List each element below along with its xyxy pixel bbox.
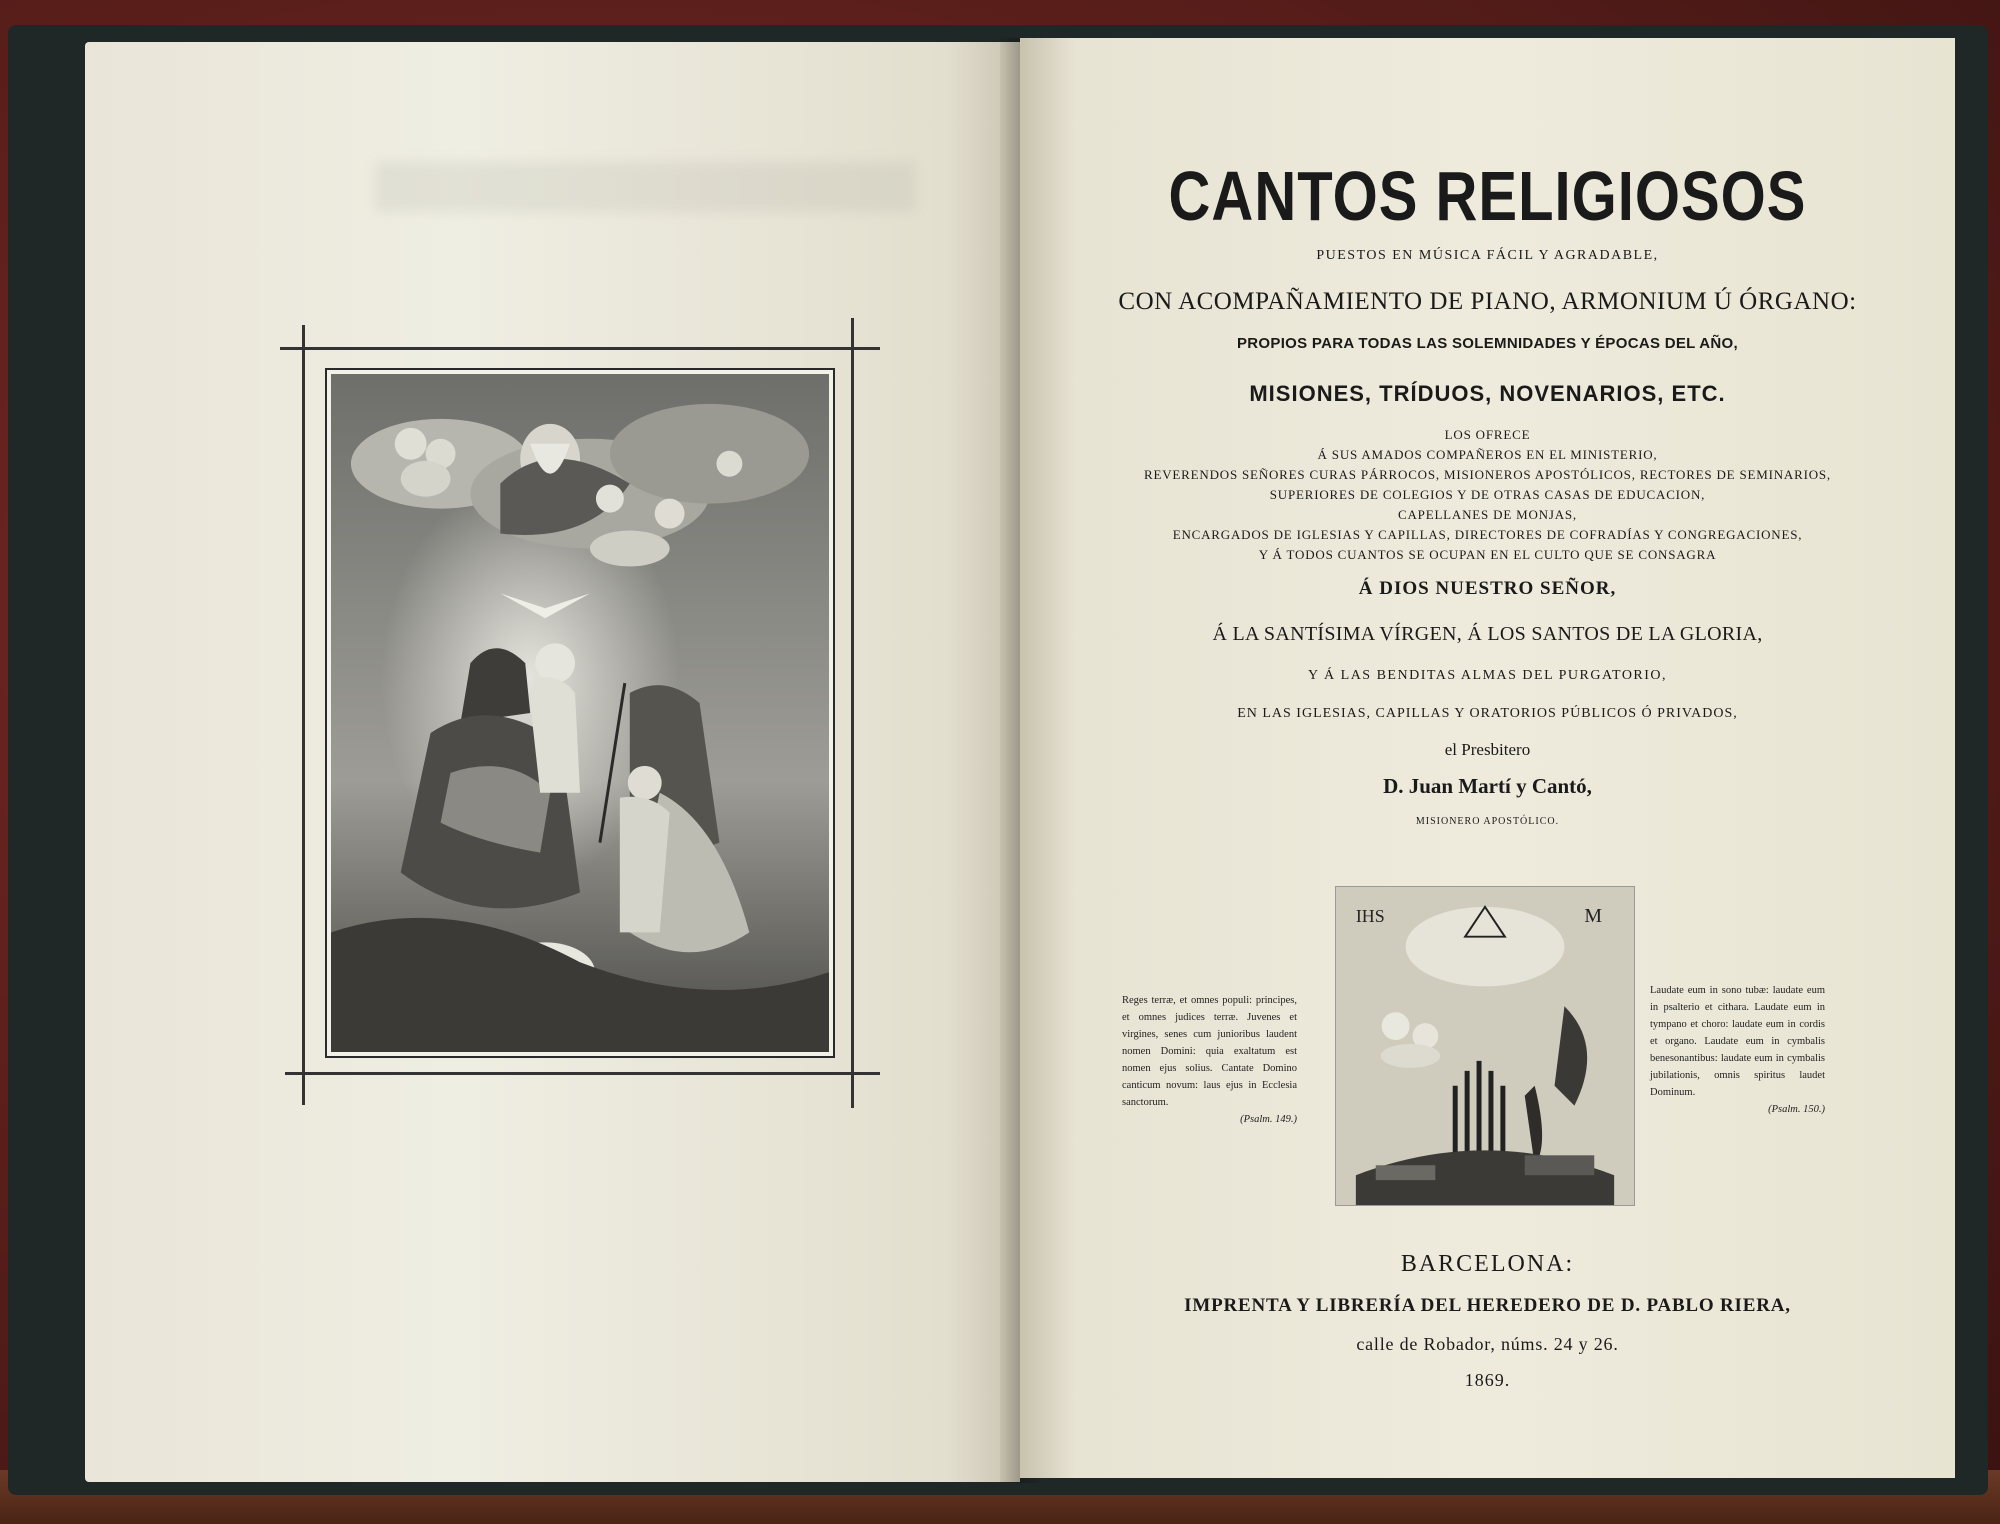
subtitle-line-2: CON ACOMPAÑAMIENTO DE PIANO, ARMONIUM Ú ÓRGANO: bbox=[1118, 288, 1857, 315]
verse-left-cite: (Psalm. 149.) bbox=[1240, 1114, 1297, 1125]
show-through-text bbox=[375, 162, 915, 212]
dedication-line-7: Y Á TODOS CUANTOS SE OCUPAN EN EL CULTO QUE SE CONSAGRA bbox=[1258, 547, 1717, 562]
verse-left-text: Reges terræ, et omnes populi: principes, et omnes judices terræ. Juvenes et virgines, senes cum junioribus laudent nomen Domini: quia exaltatum est nomen ejus solius. Cantate Domino canticum novum: laus ejus in Ecclesia sanctorum. bbox=[1122, 995, 1297, 1108]
author-name: D. Juan Martí y Cantó, bbox=[1383, 774, 1592, 798]
frontispiece-engraving bbox=[325, 368, 835, 1058]
imprint-year: 1869. bbox=[1464, 1370, 1511, 1390]
subtitle-line-4: MISIONES, TRÍDUOS, NOVENARIOS, ETC. bbox=[1249, 381, 1726, 406]
verse-right-text: Laudate eum in sono tubæ: laudate eum in psalterio et cithara. Laudate eum in tympano et choro: laudate eum in cordis et organo. Laudate eum in cymbalis benesonantibus: laudate eum in cymbalis jubilationis, omnis spiritus laudet Dominum. bbox=[1650, 985, 1825, 1098]
verse-right-cite: (Psalm. 150.) bbox=[1768, 1104, 1825, 1115]
dedication-line-5: CAPELLANES DE MONJAS, bbox=[1398, 507, 1577, 522]
dedication-line-1: LOS OFRECE bbox=[1444, 427, 1531, 442]
subtitle-line-1: PUESTOS EN MÚSICA FÁCIL Y AGRADABLE, bbox=[1316, 248, 1659, 263]
virgen-line: Á LA SANTÍSIMA VÍRGEN, Á LOS SANTOS DE LA GLORIA, bbox=[1212, 623, 1763, 645]
imprint-printer: IMPRENTA Y LIBRERÍA DEL HEREDERO DE D. PABLO RIERA, bbox=[1184, 1295, 1791, 1316]
dedication-line-4: SUPERIORES DE COLEGIOS Y DE OTRAS CASAS DE EDUCACION, bbox=[1269, 487, 1706, 502]
dedication-line-2: Á SUS AMADOS COMPAÑEROS EN EL MINISTERIO, bbox=[1317, 447, 1658, 462]
presbitero-line: el Presbitero bbox=[1444, 740, 1531, 759]
svg-text:M: M bbox=[1584, 904, 1603, 927]
dedication-line-6: ENCARGADOS DE IGLESIAS Y CAPILLAS, DIRECTORES DE COFRADÍAS Y CONGREGACIONES, bbox=[1172, 527, 1803, 542]
verse-right bbox=[1650, 982, 1825, 1118]
frame-top-line bbox=[280, 347, 880, 350]
frame-bottom-line bbox=[285, 1072, 880, 1075]
frame-right-line bbox=[851, 318, 854, 1108]
title-page bbox=[1020, 38, 1955, 1478]
dios-line: Á DIOS NUESTRO SEÑOR, bbox=[1358, 578, 1617, 599]
verse-left bbox=[1122, 992, 1297, 1128]
iglesias-line: EN LAS IGLESIAS, CAPILLAS Y ORATORIOS PÚBLICOS Ó PRIVADOS, bbox=[1237, 706, 1738, 721]
book-title: CANTOS RELIGIOSOS bbox=[1168, 157, 1807, 236]
subtitle-line-3: PROPIOS PARA TODAS LAS SOLEMNIDADES Y ÉPOCAS DEL AÑO, bbox=[1237, 335, 1738, 352]
author-role: MISIONERO APOSTÓLICO. bbox=[1415, 816, 1560, 827]
imprint-city: BARCELONA: bbox=[1400, 1251, 1575, 1277]
imprint-address: calle de Robador, núms. 24 y 26. bbox=[1356, 1334, 1619, 1354]
dedication-line-3: REVERENDOS SEÑORES CURAS PÁRROCOS, MISIONEROS APOSTÓLICOS, RECTORES DE SEMINARIOS, bbox=[1144, 467, 1831, 482]
frame-left-line bbox=[302, 325, 305, 1105]
svg-text:IHS: IHS bbox=[1355, 905, 1385, 926]
musical-emblem bbox=[1335, 886, 1635, 1206]
purgatorio-line: Y Á LAS BENDITAS ALMAS DEL PURGATORIO, bbox=[1307, 668, 1668, 683]
